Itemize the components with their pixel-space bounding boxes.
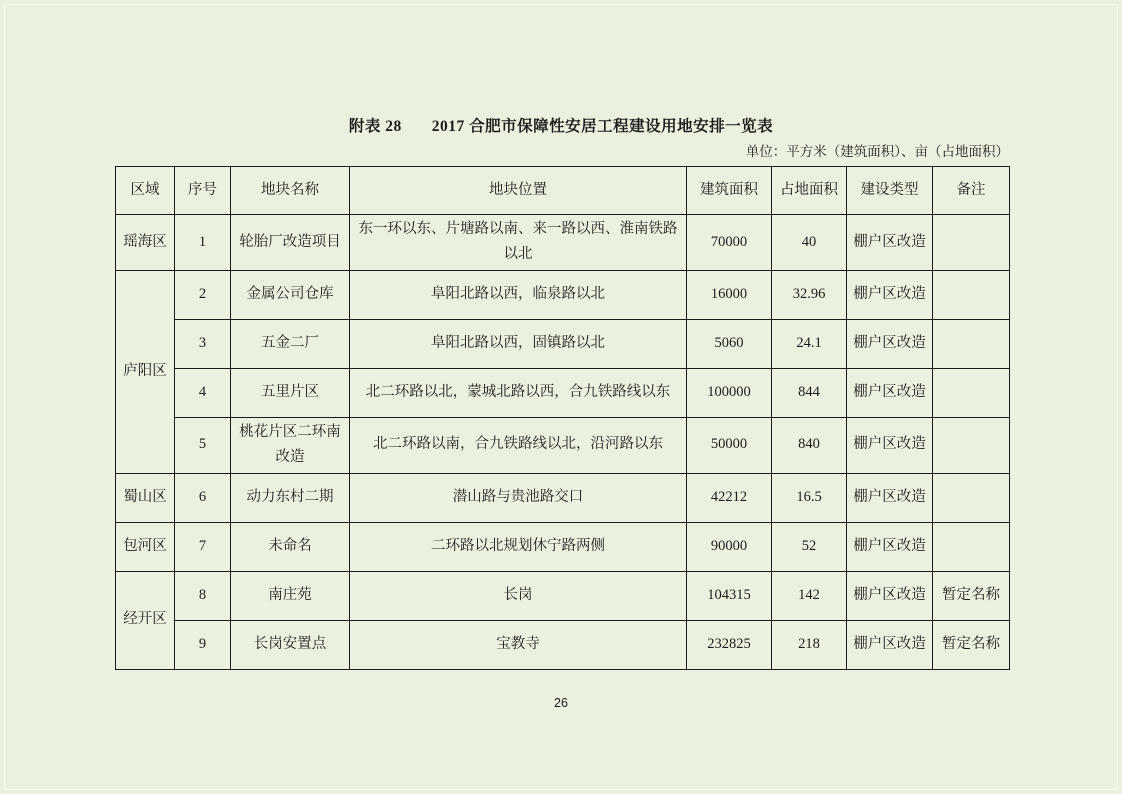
table-row	[116, 368, 1010, 417]
type-cell: 棚户区改造	[847, 270, 933, 319]
type-cell: 棚户区改造	[847, 319, 933, 368]
no-cell: 3	[175, 319, 231, 368]
building-area-cell: 100000	[687, 368, 772, 417]
remark-cell	[933, 522, 1010, 571]
no-cell: 1	[175, 215, 231, 271]
plot-cell: 未命名	[231, 522, 350, 571]
location-cell: 宝教寺	[350, 620, 687, 669]
no-cell: 4	[175, 368, 231, 417]
location-cell: 长岗	[350, 571, 687, 620]
remark-cell: 暂定名称	[933, 620, 1010, 669]
remark-cell: 暂定名称	[933, 571, 1010, 620]
region-cell: 经开区	[116, 571, 175, 669]
header-row	[116, 167, 1010, 215]
type-cell: 棚户区改造	[847, 215, 933, 271]
location-cell: 潜山路与贵池路交口	[350, 473, 687, 522]
building-area-cell: 42212	[687, 473, 772, 522]
column-header-4: 建筑面积	[687, 167, 772, 215]
building-area-cell: 104315	[687, 571, 772, 620]
land-area-cell: 52	[772, 522, 847, 571]
table-row	[116, 215, 1010, 271]
column-header-0: 区域	[116, 167, 175, 215]
plot-cell: 长岗安置点	[231, 620, 350, 669]
building-area-cell: 70000	[687, 215, 772, 271]
building-area-cell: 232825	[687, 620, 772, 669]
table-row	[116, 473, 1010, 522]
table-row	[116, 319, 1010, 368]
building-area-cell: 50000	[687, 417, 772, 473]
title-text: 2017 合肥市保障性安居工程建设用地安排一览表	[431, 118, 774, 135]
region-cell: 蜀山区	[116, 473, 175, 522]
appendix-table-label: 附表 28	[348, 118, 402, 135]
page-number: 26	[554, 696, 568, 710]
column-header-3: 地块位置	[350, 167, 687, 215]
location-cell: 二环路以北规划休宁路两侧	[350, 522, 687, 571]
no-cell: 8	[175, 571, 231, 620]
location-cell: 北二环路以北，蒙城北路以西，合九铁路线以东	[350, 368, 687, 417]
page-title	[0, 114, 1122, 136]
unit-note: 单位：平方米（建筑面积）、亩（占地面积）	[745, 144, 1009, 159]
table-body	[116, 215, 1010, 670]
remark-cell	[933, 270, 1010, 319]
plot-cell: 桃花片区二环南改造	[231, 417, 350, 473]
land-area-cell: 40	[772, 215, 847, 271]
location-cell: 阜阳北路以西，固镇路以北	[350, 319, 687, 368]
table-row	[116, 270, 1010, 319]
table-row	[116, 620, 1010, 669]
table-row	[116, 417, 1010, 473]
land-area-cell: 24.1	[772, 319, 847, 368]
no-cell: 9	[175, 620, 231, 669]
land-area-cell: 218	[772, 620, 847, 669]
building-area-cell: 16000	[687, 270, 772, 319]
type-cell: 棚户区改造	[847, 417, 933, 473]
table-row	[116, 522, 1010, 571]
land-area-cell: 142	[772, 571, 847, 620]
location-cell: 东一环以东、片塘路以南、来一路以西、淮南铁路以北	[350, 215, 687, 271]
column-header-1: 序号	[175, 167, 231, 215]
column-header-2: 地块名称	[231, 167, 350, 215]
building-area-cell: 5060	[687, 319, 772, 368]
no-cell: 7	[175, 522, 231, 571]
region-cell: 包河区	[116, 522, 175, 571]
no-cell: 2	[175, 270, 231, 319]
region-cell: 瑶海区	[116, 215, 175, 271]
column-header-7: 备注	[933, 167, 1010, 215]
location-cell: 北二环路以南，合九铁路线以北，沿河路以东	[350, 417, 687, 473]
type-cell: 棚户区改造	[847, 571, 933, 620]
remark-cell	[933, 319, 1010, 368]
plot-cell: 金属公司仓库	[231, 270, 350, 319]
plot-cell: 五里片区	[231, 368, 350, 417]
type-cell: 棚户区改造	[847, 473, 933, 522]
land-area-cell: 844	[772, 368, 847, 417]
land-area-cell: 16.5	[772, 473, 847, 522]
remark-cell	[933, 473, 1010, 522]
land-area-cell: 32.96	[772, 270, 847, 319]
column-header-5: 占地面积	[772, 167, 847, 215]
land-area-cell: 840	[772, 417, 847, 473]
table-row	[116, 571, 1010, 620]
location-cell: 阜阳北路以西，临泉路以北	[350, 270, 687, 319]
region-cell: 庐阳区	[116, 270, 175, 473]
plot-cell: 动力东村二期	[231, 473, 350, 522]
column-header-6: 建设类型	[847, 167, 933, 215]
land-arrangement-table	[115, 166, 1010, 670]
type-cell: 棚户区改造	[847, 368, 933, 417]
building-area-cell: 90000	[687, 522, 772, 571]
remark-cell	[933, 368, 1010, 417]
type-cell: 棚户区改造	[847, 620, 933, 669]
remark-cell	[933, 417, 1010, 473]
type-cell: 棚户区改造	[847, 522, 933, 571]
plot-cell: 五金二厂	[231, 319, 350, 368]
plot-cell: 轮胎厂改造项目	[231, 215, 350, 271]
plot-cell: 南庄苑	[231, 571, 350, 620]
remark-cell	[933, 215, 1010, 271]
no-cell: 6	[175, 473, 231, 522]
no-cell: 5	[175, 417, 231, 473]
